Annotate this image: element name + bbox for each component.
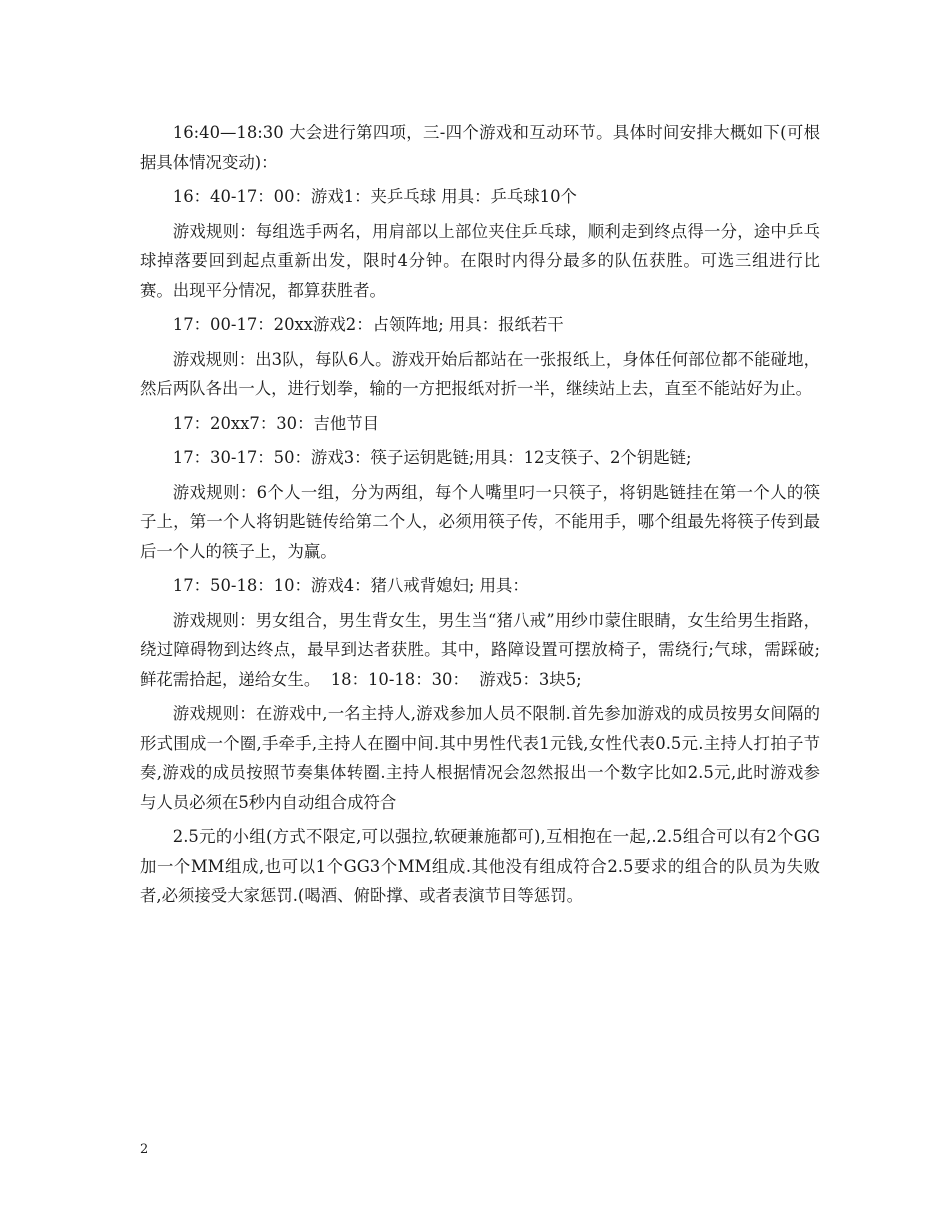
page-number: 2 — [140, 1142, 149, 1157]
paragraph-game3-header: 17：30-17：50：游戏3：筷子运钥匙链;用具：12支筷子、2个钥匙链; — [172, 448, 692, 467]
paragraph-game1-header: 16：40-17：00：游戏1：夹乒乓球 用具：乒乓球10个 — [172, 187, 577, 206]
paragraph-game1-rules: 游戏规则：每组选手两名，用肩部以上部位夹住乒乓球，顺利走到终点得一分，途中乒乓球掉落要回到起点重新出发，限时4分钟。在限时内得分最多的队伍获胜。可选三组进行比赛。出现平分情况，都算获胜者。 — [140, 221, 820, 300]
paragraph-game2-rules: 游戏规则：出3队，每队6人。游戏开始后都站在一张报纸上，身体任何部位都不能碰地，然后两队各出一人，进行划拳，输的一方把报纸对折一半，继续站上去，直至不能站好为止。 — [140, 349, 820, 398]
paragraph-game4-rules: 游戏规则：男女组合，男生背女生，男生当“猪八戒”用纱巾蒙住眼睛，女生给男生指路，绕过障碍物到达终点，最早到达者获胜。其中，路障设置可摆放椅子，需绕行;气球，需踩破;鲜花需拾起，递给女生。 18：10-18：30： 游戏5：3块5; — [140, 610, 820, 689]
paragraph-game5-rules-continued: 2.5元的小组(方式不限定,可以强拉,软硬兼施都可),互相抱在一起,.2.5组合可以有2个GG加一个MM组成,也可以1个GG3个MM组成.其他没有组成符合2.5要求的组合的队员为失败者,必须接受大家惩罚.(喝酒、俯卧撑、或者表演节目等惩罚。 — [140, 827, 820, 905]
paragraph-guitar-program: 17：20xx7：30：吉他节目 — [172, 413, 380, 433]
paragraph-game3-rules: 游戏规则：6个人一组，分为两组，每个人嘴里叼一只筷子，将钥匙链挂在第一个人的筷子上，第一个人将钥匙链传给第二个人，必须用筷子传，不能用手，哪个组最先将筷子传到最后一个人的筷子上，为赢。 — [140, 482, 820, 561]
paragraph-game2-header: 17：00-17：20xx游戏2：占领阵地; 用具：报纸若干 — [172, 315, 564, 334]
paragraph-game5-rules: 游戏规则：在游戏中,一名主持人,游戏参加人员不限制.首先参加游戏的成员按男女间隔的形式围成一个圈,手牵手,主持人在圈中间.其中男性代表1元钱,女性代表0.5元.主持人打拍子节奏,游戏的成员按照节奏集体转圈.主持人根据情况会忽然报出一个数字比如2.5元,此时游戏参与人员必须在5秒内自动组合成符合 — [140, 704, 820, 812]
paragraph-game4-header: 17：50-18：10：游戏4：猪八戒背媳妇; 用具： — [172, 576, 529, 595]
paragraph-schedule-intro: 16:40—18:30 大会进行第四项，三-四个游戏和互动环节。具体时间安排大概如下(可根据具体情况变动)： — [140, 123, 820, 172]
document-body — [140, 118, 820, 916]
